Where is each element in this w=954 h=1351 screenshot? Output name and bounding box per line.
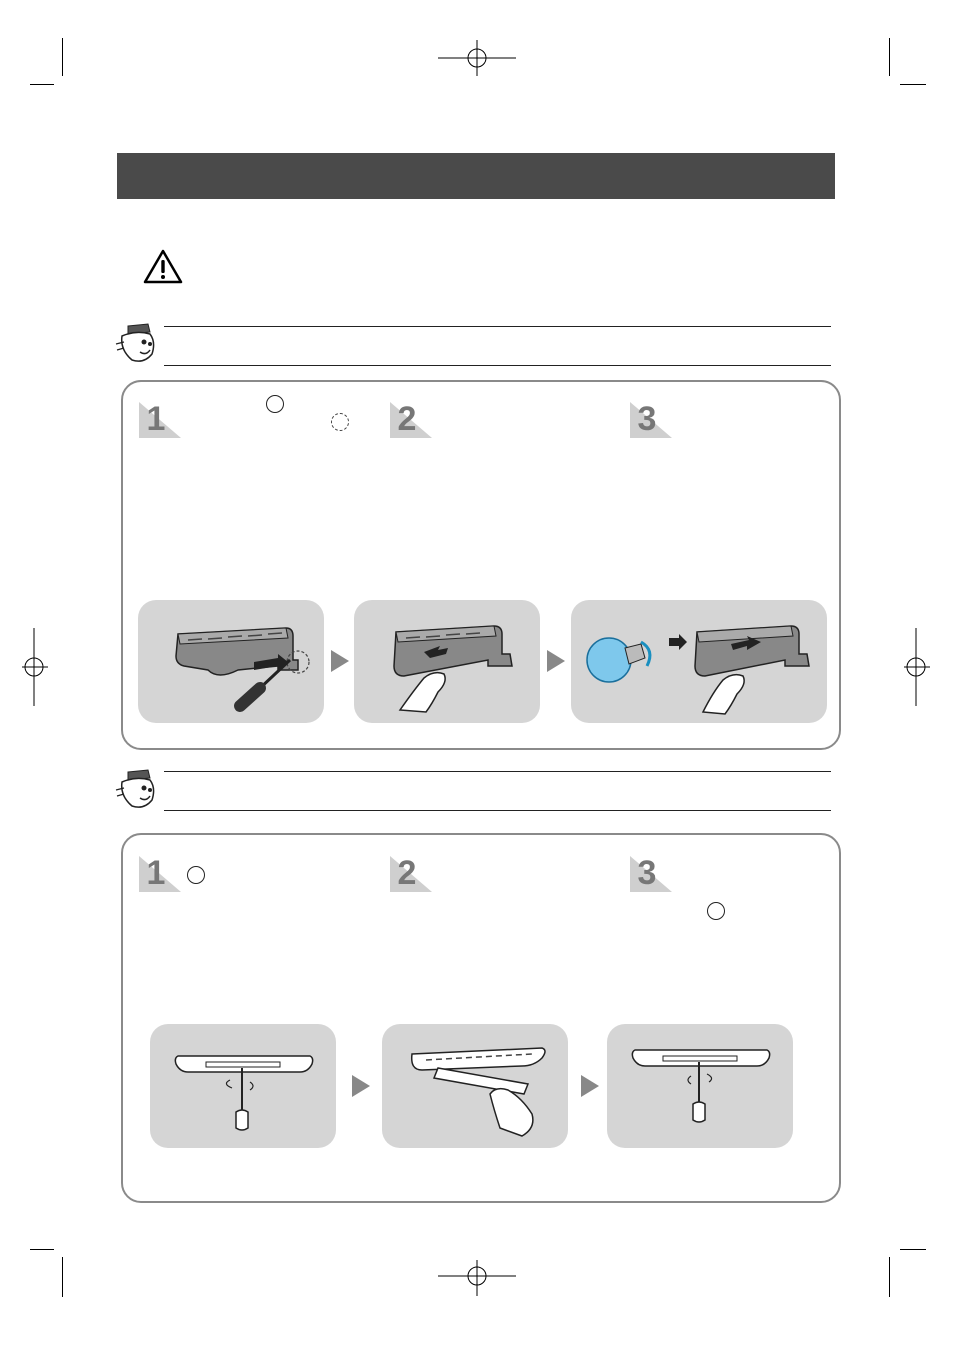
section2-step3-number: 3 bbox=[630, 856, 672, 892]
callout-circle bbox=[707, 902, 725, 920]
section2-step2-number: 2 bbox=[390, 856, 432, 892]
section2-image-remove-tube bbox=[382, 1024, 568, 1148]
mascot-icon bbox=[114, 766, 160, 812]
section1-step1-number: 1 bbox=[139, 402, 181, 438]
section1-image-pull-cover bbox=[354, 600, 540, 723]
registration-mark-bottom bbox=[438, 1258, 516, 1298]
registration-mark-left bbox=[20, 628, 50, 706]
arrow-icon bbox=[352, 1075, 370, 1097]
section1-step3-number: 3 bbox=[630, 402, 672, 438]
section2-image-unscrew-cover bbox=[150, 1024, 336, 1148]
section2-rule-top bbox=[164, 771, 831, 772]
callout-circle bbox=[266, 395, 284, 413]
section1-rule-bottom bbox=[164, 365, 831, 366]
arrow-icon bbox=[331, 650, 349, 672]
section1-image-remove-cover bbox=[138, 600, 324, 723]
registration-mark-top bbox=[438, 40, 516, 80]
section1-rule-top bbox=[164, 326, 831, 327]
section2-image-refasten-cover bbox=[607, 1024, 793, 1148]
callout-dashed-circle bbox=[331, 413, 349, 431]
arrow-icon bbox=[581, 1075, 599, 1097]
registration-mark-right bbox=[902, 628, 932, 706]
section1-image-replace-bulb bbox=[571, 600, 827, 723]
section1-step2-number: 2 bbox=[390, 402, 432, 438]
arrow-icon bbox=[547, 650, 565, 672]
warning-triangle-icon bbox=[142, 248, 184, 286]
callout-circle bbox=[187, 866, 205, 884]
section2-rule-bottom bbox=[164, 810, 831, 811]
header-bar bbox=[117, 153, 835, 199]
section2-step1-number: 1 bbox=[139, 856, 181, 892]
mascot-icon bbox=[114, 320, 160, 366]
